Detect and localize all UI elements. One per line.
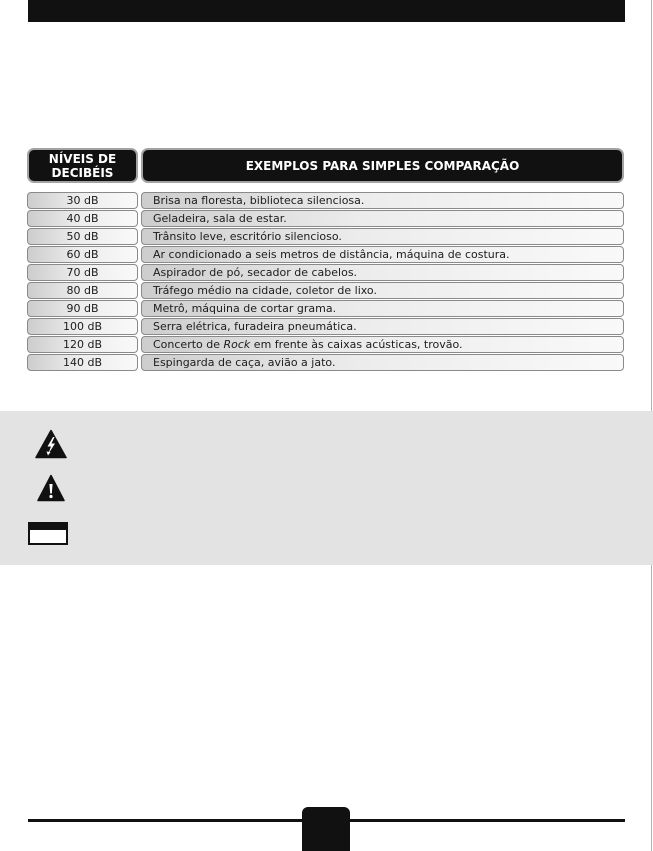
level-cell: 80 dB (27, 282, 138, 299)
example-cell: Trânsito leve, escritório silencioso. (141, 228, 624, 245)
example-cell: Espingarda de caça, avião a jato. (141, 354, 624, 371)
table-row (27, 192, 624, 209)
example-cell: Serra elétrica, furadeira pneumática. (141, 318, 624, 335)
example-text: Concerto de (153, 338, 224, 351)
label-box-icon (28, 522, 68, 545)
page-number-tab (302, 807, 350, 851)
level-cell: 30 dB (27, 192, 138, 209)
header-examples (141, 148, 624, 183)
example-cell (141, 336, 624, 353)
example-cell: Brisa na floresta, biblioteca silenciosa. (141, 192, 624, 209)
safety-symbols-panel (0, 411, 653, 565)
table-row (27, 246, 624, 263)
table-row (27, 354, 624, 371)
table-row (27, 300, 624, 317)
level-cell: 100 dB (27, 318, 138, 335)
level-cell: 50 dB (27, 228, 138, 245)
level-cell: 90 dB (27, 300, 138, 317)
table-row (27, 318, 624, 335)
level-cell: 60 dB (27, 246, 138, 263)
level-cell: 140 dB (27, 354, 138, 371)
exclamation-warning-icon (37, 474, 65, 502)
top-header-bar (28, 0, 625, 22)
decibel-table (27, 192, 624, 372)
example-cell: Aspirador de pó, secador de cabelos. (141, 264, 624, 281)
header-decibel-levels (27, 148, 138, 183)
header-levels-line2: DECIBÉIS (51, 165, 114, 180)
lightning-warning-icon (35, 429, 67, 459)
example-cell: Metrô, máquina de cortar grama. (141, 300, 624, 317)
header-levels-line1: NÍVEIS DE (48, 151, 117, 166)
example-cell: Geladeira, sala de estar. (141, 210, 624, 227)
example-cell: Tráfego médio na cidade, coletor de lixo. (141, 282, 624, 299)
table-row (27, 228, 624, 245)
header-examples-label: EXEMPLOS PARA SIMPLES COMPARAÇÃO (245, 158, 520, 173)
example-emphasis: Rock (223, 338, 251, 351)
level-cell: 70 dB (27, 264, 138, 281)
table-row (27, 210, 624, 227)
level-cell: 120 dB (27, 336, 138, 353)
table-row (27, 282, 624, 299)
example-cell: Ar condicionado a seis metros de distância, máquina de costura. (141, 246, 624, 263)
example-text-rest: em frente às caixas acústicas, trovão. (250, 338, 463, 351)
table-row (27, 336, 624, 353)
table-row (27, 264, 624, 281)
level-cell: 40 dB (27, 210, 138, 227)
